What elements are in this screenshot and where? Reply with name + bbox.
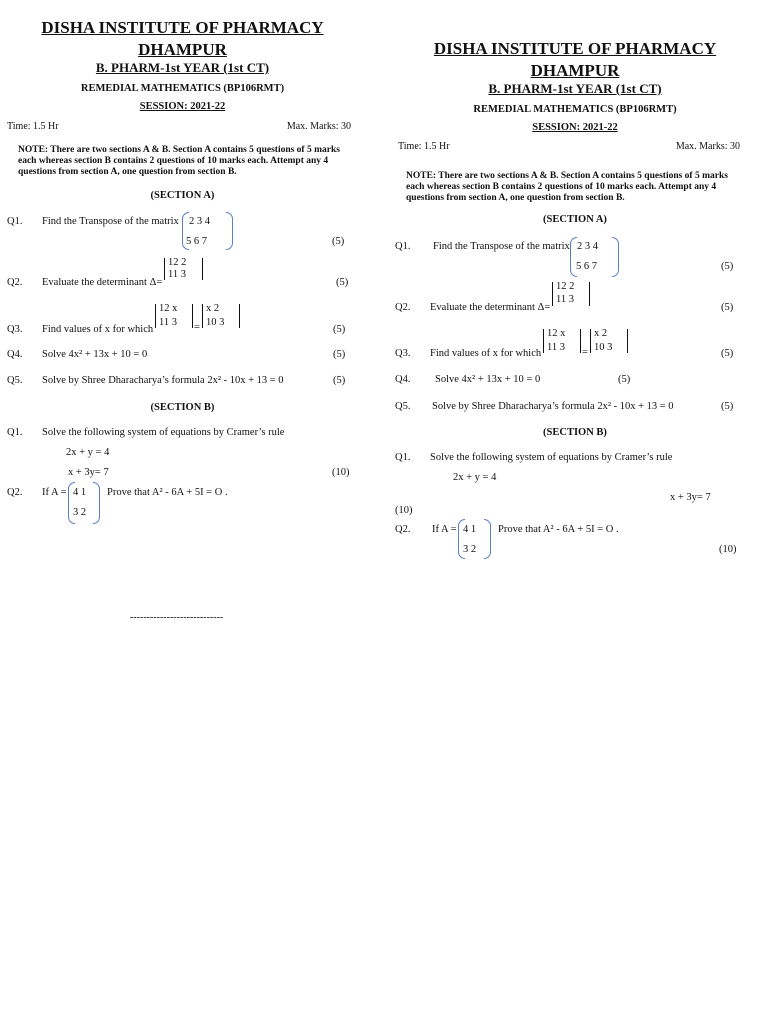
determinant-row: 11 3 [556, 294, 574, 305]
question-number: Q5. [395, 401, 411, 412]
question-marks: (5) [618, 374, 631, 385]
determinant-bar [192, 304, 193, 328]
session-label: SESSION: 2021-22 [532, 122, 618, 133]
question-text: Find the Transpose of the matrix [433, 241, 570, 252]
question-marks: (5) [336, 277, 349, 288]
question-marks: (5) [333, 349, 346, 360]
matrix-row: 2 3 4 [577, 241, 598, 252]
question-number: Q2. [395, 524, 411, 535]
question-text: Find the Transpose of the matrix [42, 216, 179, 227]
matrix-row: 3 2 [463, 544, 477, 555]
matrix-bracket-right [612, 237, 619, 277]
equation: 2x + y = 4 [66, 447, 110, 458]
determinant-row: x 2 [594, 328, 608, 339]
question-text: Prove that A² - 6A + 5I = O . [107, 487, 228, 498]
question-text: Solve the following system of equations by Cramer’s rule [430, 452, 673, 463]
matrix-row: 5 6 7 [576, 261, 597, 272]
determinant-row: 10 3 [594, 342, 613, 353]
question-marks: (5) [333, 375, 346, 386]
matrix-row: 4 1 [463, 524, 477, 535]
question-text: Find values of x for which [42, 324, 154, 335]
determinant-row: 12 2 [556, 281, 575, 292]
section-b-title: (SECTION B) [543, 427, 607, 438]
determinant-bar [155, 304, 156, 328]
question-number: Q1. [7, 216, 23, 227]
question-number: Q5. [7, 375, 23, 386]
question-number: Q1. [395, 241, 411, 252]
question-number: Q2. [7, 487, 23, 498]
question-marks: (5) [332, 236, 345, 247]
session-label: SESSION: 2021-22 [139, 101, 226, 112]
question-number: Q2. [395, 302, 411, 313]
determinant-bar [543, 329, 544, 353]
matrix-bracket-right [226, 212, 233, 250]
determinant-row: x 2 [206, 303, 220, 314]
determinant-row: 12 2 [168, 257, 187, 268]
determinant-row: 11 3 [168, 269, 186, 280]
equation: 2x + y = 4 [453, 472, 497, 483]
question-marks: (10) [719, 544, 737, 555]
matrix-row: 4 1 [73, 487, 87, 498]
max-marks-label: Max. Marks: 30 [286, 121, 351, 132]
determinant-bar [202, 304, 203, 328]
instructions-note: NOTE: There are two sections A & B. Section A contains 5 questions of 5 marks each whereas section B contains 2 questions of 10 marks each. Attempt any 4 questions from section A, one question from section B. [18, 145, 340, 177]
question-text: Solve by Shree Dharacharya’s formula 2x² - 10x + 13 = 0 [42, 375, 284, 386]
matrix-row: 5 6 7 [186, 236, 207, 247]
question-text: Evaluate the determinant Δ= [430, 302, 551, 313]
determinant-bar [202, 258, 203, 280]
course-title: B. PHARM-1st YEAR (1st CT) [488, 81, 662, 96]
determinant-bar [164, 258, 165, 280]
determinant-bar [589, 282, 590, 306]
institute-city: DHAMPUR [138, 40, 227, 59]
section-a-title: (SECTION A) [150, 190, 215, 201]
equation: x + 3y= 7 [68, 467, 109, 478]
determinant-row: 11 3 [159, 317, 177, 328]
equals-sign: = [194, 322, 200, 333]
question-text: Solve the following system of equations by Cramer’s rule [42, 427, 285, 438]
institute-city: DHAMPUR [530, 61, 620, 80]
matrix-bracket-right [484, 519, 491, 559]
question-text: If A = [42, 487, 67, 498]
question-text: Evaluate the determinant Δ= [42, 277, 163, 288]
subject-title: REMEDIAL MATHEMATICS (BP106RMT) [80, 83, 285, 94]
question-number: Q2. [7, 277, 23, 288]
question-number: Q4. [7, 349, 23, 360]
question-number: Q1. [7, 427, 23, 438]
question-text: If A = [432, 524, 457, 535]
equals-sign: = [582, 347, 588, 358]
determinant-bar [552, 282, 553, 306]
determinant-bar [580, 329, 581, 353]
subject-title: REMEDIAL MATHEMATICS (BP106RMT) [473, 104, 677, 115]
instructions-note: NOTE: There are two sections A & B. Section A contains 5 questions of 5 marks each whereas section B contains 2 questions of 10 marks each. Attempt any 4 questions from section A, one question from section B. [406, 171, 728, 203]
question-marks: (5) [721, 302, 734, 313]
determinant-bar [627, 329, 628, 353]
question-text: Find values of x for which [430, 348, 542, 359]
question-number: Q1. [395, 452, 411, 463]
matrix-row: 3 2 [73, 507, 87, 518]
determinant-row: 12 x [159, 303, 178, 314]
determinant-row: 11 3 [547, 342, 565, 353]
question-text: Prove that A² - 6A + 5I = O . [498, 524, 619, 535]
determinant-bar [239, 304, 240, 328]
question-marks: (10) [332, 467, 350, 478]
institute-name: DISHA INSTITUTE OF PHARMACY [41, 18, 324, 37]
matrix-row: 2 3 4 [189, 216, 210, 227]
question-text: Solve by Shree Dharacharya’s formula 2x² - 10x + 13 = 0 [432, 401, 674, 412]
time-label: Time: 1.5 Hr [7, 121, 59, 132]
question-marks: (10) [395, 505, 413, 516]
max-marks-label: Max. Marks: 30 [675, 141, 740, 152]
question-number: Q4. [395, 374, 411, 385]
question-number: Q3. [395, 348, 411, 359]
question-number: Q3. [7, 324, 23, 335]
section-b-title: (SECTION B) [150, 402, 215, 413]
course-title: B. PHARM-1st YEAR (1st CT) [95, 60, 270, 75]
time-label: Time: 1.5 Hr [398, 141, 450, 152]
question-text: Solve 4x² + 13x + 10 = 0 [42, 349, 148, 360]
question-marks: (5) [721, 348, 734, 359]
institute-name: DISHA INSTITUTE OF PHARMACY [433, 39, 717, 58]
footer-rule: ---------------------------- [130, 612, 224, 623]
question-marks: (5) [333, 324, 346, 335]
question-text: Solve 4x² + 13x + 10 = 0 [435, 374, 541, 385]
matrix-bracket-right [93, 482, 100, 524]
equation: x + 3y= 7 [670, 492, 711, 503]
determinant-bar [590, 329, 591, 353]
determinant-row: 10 3 [206, 317, 225, 328]
section-a-title: (SECTION A) [543, 214, 607, 225]
question-marks: (5) [721, 401, 734, 412]
question-marks: (5) [721, 261, 734, 272]
determinant-row: 12 x [547, 328, 566, 339]
